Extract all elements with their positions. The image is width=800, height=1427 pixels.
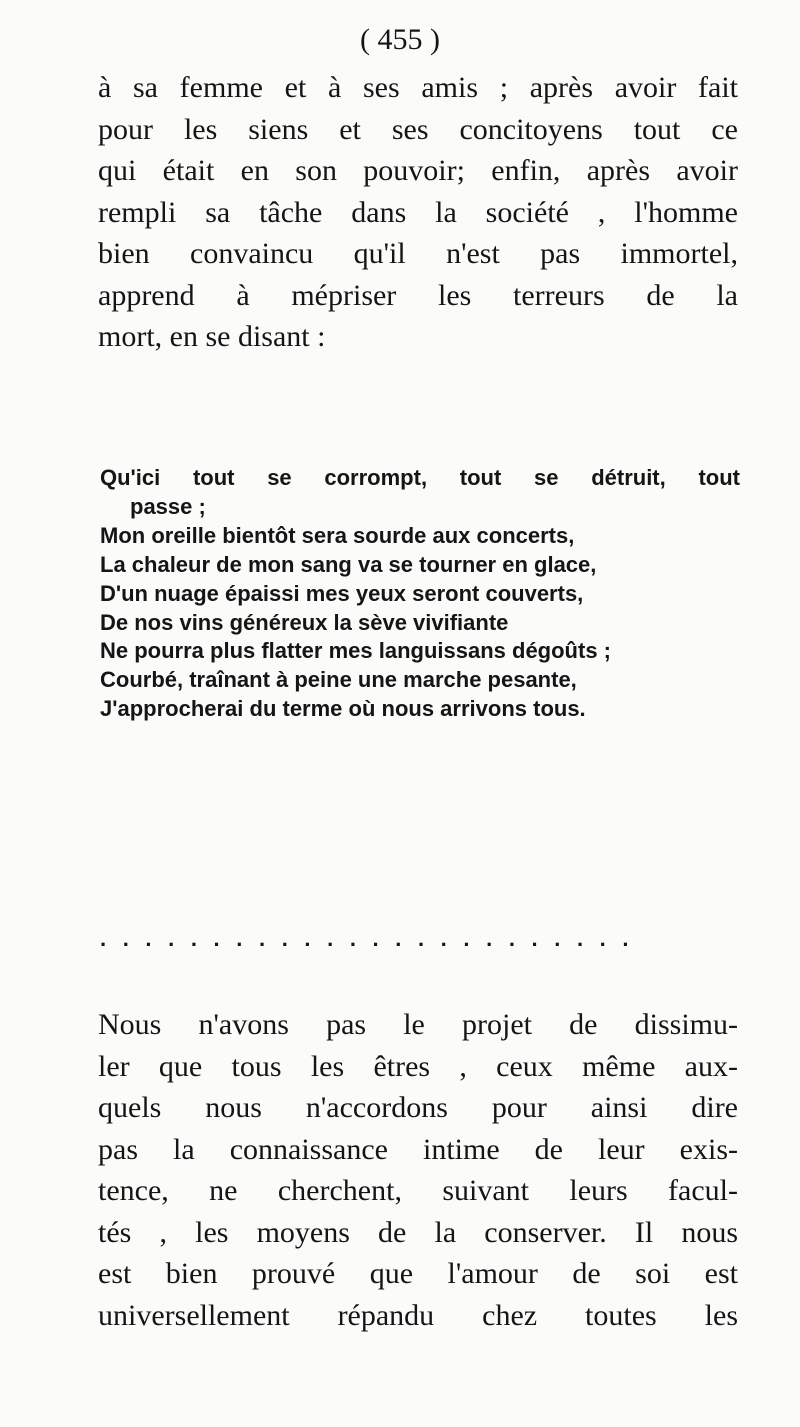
verse-line: De nos vins généreux la sève vivifiante xyxy=(100,609,509,635)
text-line: à sa femme et à ses amis ; après avoir fait xyxy=(98,71,738,104)
text-line: Nous n'avons pas le projet de dissimu- xyxy=(98,1008,738,1041)
page-number: ( 455 ) xyxy=(360,23,440,56)
verse-line: D'un nuage épaissi mes yeux seront couverts, xyxy=(100,580,584,606)
text-line: universellement répandu chez toutes les xyxy=(98,1298,738,1332)
text-line: ler que tous les êtres , ceux même aux- xyxy=(98,1049,738,1083)
verse-line: Courbé, traînant à peine une marche pesante, xyxy=(100,667,577,693)
verse-line: J'approcherai du terme où nous arrivons tous. xyxy=(100,696,586,722)
ellipsis-divider: ........................ xyxy=(100,926,646,951)
text-line: rempli sa tâche dans la société , l'homme xyxy=(98,195,738,229)
text-line: pour les siens et ses concitoyens tout ce xyxy=(98,112,738,146)
verse-line: Mon oreille bientôt sera sourde aux concerts, xyxy=(100,522,575,548)
paragraph-1 xyxy=(98,67,738,358)
text-line: est bien prouvé que l'amour de soi est xyxy=(98,1257,738,1290)
text-line: tés , les moyens de la conserver. Il nous xyxy=(98,1215,738,1249)
paragraph-2 xyxy=(98,1004,738,1336)
verse-line: passe ; xyxy=(130,493,206,519)
text-line: pas la connaissance intime de leur exis- xyxy=(98,1132,738,1166)
text-line: tence, ne cherchent, suivant leurs facul- xyxy=(98,1174,738,1207)
verse-line: La chaleur de mon sang va se tourner en glace, xyxy=(100,551,597,577)
verse-line: Ne pourra plus flatter mes languissans dégoûts ; xyxy=(100,638,611,664)
text-line: quels nous n'accordons pour ainsi dire xyxy=(98,1091,738,1124)
verse-quotation xyxy=(100,464,740,724)
text-line: bien convaincu qu'il n'est pas immortel, xyxy=(98,237,738,270)
text-line: apprend à mépriser les terreurs de la xyxy=(98,278,738,312)
verse-line: Qu'ici tout se corrompt, tout se détruit, tout xyxy=(100,465,740,490)
text-line: qui était en son pouvoir; enfin, après avoir xyxy=(98,154,738,187)
text-line: mort, en se disant : xyxy=(98,320,326,353)
